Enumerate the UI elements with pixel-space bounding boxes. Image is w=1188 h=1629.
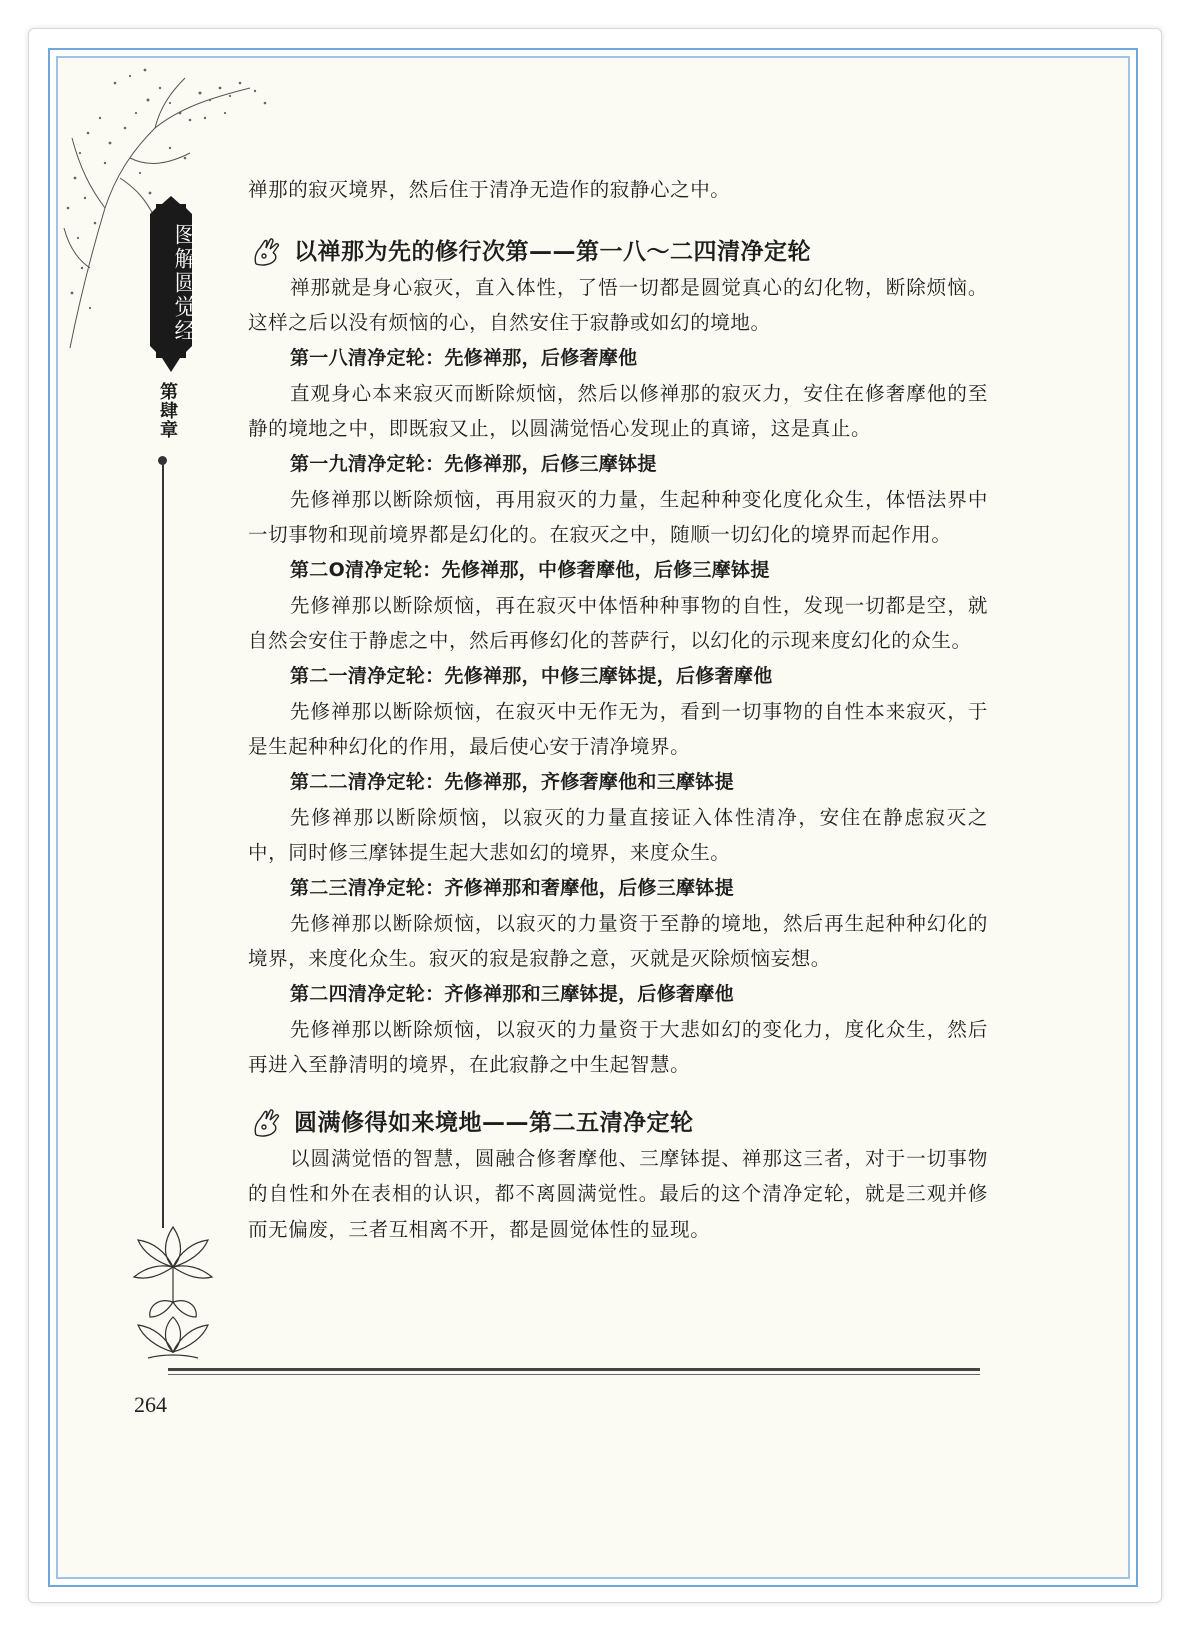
- subsection-heading: 第一八清净定轮：先修禅那，后修奢摩他: [290, 346, 638, 369]
- subsection-heading: 第二二清净定轮：先修禅那，齐修奢摩他和三摩钵提: [290, 770, 734, 793]
- page-number: 264: [134, 1392, 167, 1417]
- section-paragraph: 以圆满觉悟的智慧，圆融合修奢摩他、三摩钵提、禅那这三者，对于一切事物的自性和外在表相的认识，都不离圆满觉性。最后的这个清净定轮，就是三观并修而无偏废，三者互相离不开，都是圆觉体性的显现。: [248, 1146, 988, 1241]
- hand-mudra-icon: [250, 1107, 286, 1139]
- subsection-heading: 第二O清净定轮：先修禅那，中修奢摩他，后修三摩钵提: [290, 558, 770, 581]
- subsection-heading: 第一九清净定轮：先修禅那，后修三摩钵提: [290, 452, 657, 475]
- subsection-heading: 第二四清净定轮：齐修禅那和三摩钵提，后修奢摩他: [290, 982, 734, 1005]
- side-vertical-line: [162, 458, 164, 1228]
- intro-paragraph: 禅那的寂灭境界，然后住于清净无造作的寂静心之中。: [248, 178, 731, 201]
- lotus-ornament-icon: [128, 1222, 218, 1362]
- subsection-paragraph: 先修禅那以断除烦恼，以寂灭的力量资于至静的境地，然后再生起种种幻化的境界，来度化众生。寂灭的寂是寂静之意，灭就是灭除烦恼妄想。: [248, 911, 988, 970]
- bottom-rule-thick: [168, 1368, 980, 1371]
- subsection-heading: 第二三清净定轮：齐修禅那和奢摩他，后修三摩钵提: [290, 876, 734, 899]
- subsection-paragraph: 先修禅那以断除烦恼，以寂灭的力量资于大悲如幻的变化力，度化众生，然后再进入至静清明的境界，在此寂静之中生起智慧。: [248, 1017, 988, 1076]
- subsection-heading: 第二一清净定轮：先修禅那，中修三摩钵提，后修奢摩他: [290, 664, 773, 687]
- hand-mudra-icon: [250, 236, 286, 268]
- subsection-paragraph: 先修禅那以断除烦恼，再用寂灭的力量，生起种种变化度化众生，体悟法界中一切事物和现前境界都是幻化的。在寂灭之中，随顺一切幻化的境界而起作用。: [248, 487, 988, 546]
- main-content: [248, 172, 988, 1247]
- subsection-paragraph: 先修禅那以断除烦恼，再在寂灭中体悟种种事物的自性，发现一切都是空，就自然会安住于静虑之中，然后再修幻化的菩萨行，以幻化的示现来度幻化的众生。: [248, 593, 988, 652]
- chapter-label: 第肆章: [157, 382, 178, 439]
- book-title-label: 图解圆觉经: [171, 223, 196, 343]
- subsection-paragraph: 先修禅那以断除烦恼，以寂灭的力量直接证入体性清净，安住在静虑寂灭之中，同时修三摩钵提生起大悲如幻的境界，来度众生。: [248, 805, 988, 864]
- subsection-paragraph: 先修禅那以断除烦恼，在寂灭中无作无为，看到一切事物的自性本来寂灭，于是生起种种幻化的作用，最后使心安于清净境界。: [248, 699, 988, 758]
- section-title-text: 以禅那为先的修行次第——第一八～二四清净定轮: [294, 238, 811, 265]
- section-intro-paragraph: 禅那就是身心寂灭，直入体性，了悟一切都是圆觉真心的幻化物，断除烦恼。这样之后以没有烦恼的心，自然安住于寂静或如幻的境地。: [248, 275, 988, 334]
- section-heading: [248, 234, 988, 270]
- section-title-text: 圆满修得如来境地——第二五清净定轮: [294, 1109, 694, 1136]
- section-heading: [248, 1105, 988, 1141]
- subsection-paragraph: 直观身心本来寂灭而断除烦恼，然后以修禅那的寂灭力，安住在修奢摩他的至静的境地之中，即既寂又止，以圆满觉悟心发现止的真谛，这是真止。: [248, 381, 988, 440]
- bottom-rule-thin: [168, 1374, 980, 1375]
